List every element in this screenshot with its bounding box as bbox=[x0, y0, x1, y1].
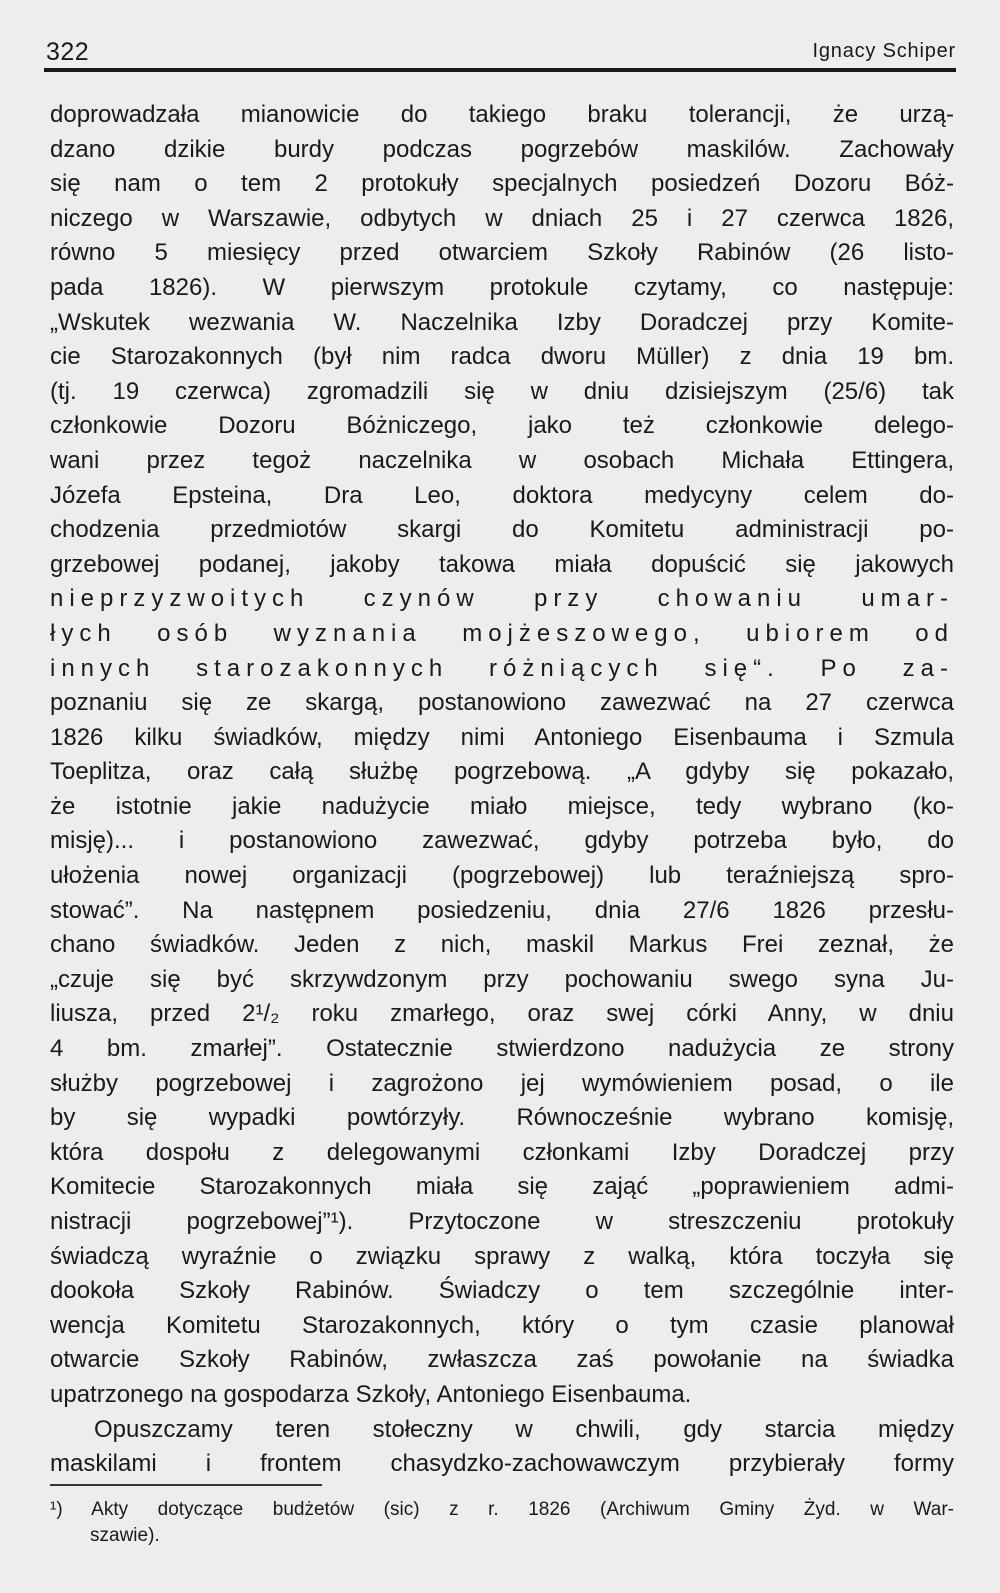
text-line: (tj. 19 czerwca) zgromadzili się w dniu dzisiejszym (25/6) tak bbox=[50, 377, 954, 405]
text-line: chano świadków. Jeden z nich, maskil Markus Frei zeznał, że bbox=[50, 931, 954, 959]
text-line: ułożenia nowej organizacji (pogrzebowej) lub teraźniejszą spro- bbox=[50, 862, 954, 890]
text-line: innych starozakonnych różniących się“. Po za- bbox=[50, 654, 954, 682]
text-line: niczego w Warszawie, odbytych w dniach 25 i 27 czerwca 1826, bbox=[50, 204, 954, 232]
text-line: doprowadzała mianowicie do takiego braku tolerancji, że urzą- bbox=[50, 101, 954, 128]
page-number: 322 bbox=[46, 38, 90, 66]
text-line: maskilami i frontem chasydzko-zachowawczym przybierały formy bbox=[50, 1450, 954, 1478]
text-line: Józefa Epsteina, Dra Leo, doktora medycyny celem do- bbox=[50, 481, 954, 509]
text-line: się nam o tem 2 protokuły specjalnych posiedzeń Dozoru Bóż- bbox=[50, 170, 954, 198]
text-line: wani przez tegoż naczelnika w osobach Michała Ettingera, bbox=[50, 446, 954, 474]
text-line: nistracji pogrzebowej”¹). Przytoczone w streszczeniu protokuły bbox=[50, 1208, 954, 1235]
text-line: wencja Komitetu Starozakonnych, który o tym czasie planował bbox=[50, 1311, 954, 1339]
text-line: Komitecie Starozakonnych miała się zająć „poprawieniem admi- bbox=[50, 1173, 954, 1201]
text-line: misję)... i postanowiono zawezwać, gdyby potrzeba było, do bbox=[50, 827, 954, 855]
text-line: Toeplitza, oraz całą służbę pogrzebową. „A gdyby się pokazało, bbox=[50, 758, 954, 786]
text-line: członkowie Dozoru Bóżniczego, jako też członkowie delego- bbox=[50, 412, 954, 440]
text-line: 4 bm. zmarłej”. Ostatecznie stwierdzono nadużycia ze strony bbox=[50, 1035, 954, 1063]
text-line: „Wskutek wezwania W. Naczelnika Izby Doradczej przy Komite- bbox=[50, 308, 954, 336]
footnote-rule bbox=[50, 1484, 322, 1486]
text-line: dzano dzikie burdy podczas pogrzebów maskilów. Zachowały bbox=[50, 135, 954, 163]
text-line: nieprzyzwoitych czynów przy chowaniu umar- bbox=[50, 585, 954, 613]
text-line: cie Starozakonnych (był nim radca dworu Müller) z dnia 19 bm. bbox=[50, 343, 954, 371]
text-line: która dospołu z delegowanymi członkami Izby Doradczej przy bbox=[50, 1138, 954, 1166]
running-head: Ignacy Schiper bbox=[812, 40, 956, 62]
text-line: otwarcie Szkoły Rabinów, zwłaszcza zaś powołanie na świadka bbox=[50, 1346, 954, 1374]
text-line: by się wypadki powtórzyły. Równocześnie wybrano komisję, bbox=[50, 1104, 954, 1132]
footnote-line: ¹) Akty dotyczące budżetów (sic) z r. 1826 (Archiwum Gminy Żyd. w War- bbox=[50, 1499, 954, 1520]
text-line: chodzenia przedmiotów skargi do Komitetu administracji po- bbox=[50, 516, 954, 544]
text-line: świadczą wyraźnie o związku sprawy z walką, która toczyła się bbox=[50, 1242, 954, 1270]
text-line: równo 5 miesięcy przed otwarciem Szkoły Rabinów (26 listo- bbox=[50, 239, 954, 267]
text-line: służby pogrzebowej i zagrożono jej wymówieniem posad, o ile bbox=[50, 1069, 954, 1097]
text-line: poznaniu się ze skargą, postanowiono zawezwać na 27 czerwca bbox=[50, 689, 954, 717]
text-line: łych osób wyznania mojżeszowego, ubiorem od bbox=[50, 619, 954, 647]
footnote-line: szawie). bbox=[90, 1525, 160, 1546]
header-rule bbox=[44, 68, 956, 72]
text-line: dookoła Szkoły Rabinów. Świadczy o tem szczególnie inter- bbox=[50, 1277, 954, 1305]
text-line: Opuszczamy teren stołeczny w chwili, gdy starcia między bbox=[94, 1415, 954, 1443]
text-line: upatrzonego na gospodarza Szkoły, Antoniego Eisenbauma. bbox=[50, 1380, 692, 1408]
text-line: stować”. Na następnem posiedzeniu, dnia 27/6 1826 przesłu- bbox=[50, 896, 954, 924]
text-line: grzebowej podanej, jakoby takowa miała dopuścić się jakowych bbox=[50, 550, 954, 578]
text-line: liusza, przed 2¹/₂ roku zmarłego, oraz swej córki Anny, w dniu bbox=[50, 1000, 954, 1028]
text-line: „czuje się być skrzywdzonym przy pochowaniu swego syna Ju- bbox=[50, 965, 954, 993]
body-text bbox=[50, 98, 954, 1482]
page-header bbox=[44, 36, 956, 66]
text-line: 1826 kilku świadków, między nimi Antoniego Eisenbauma i Szmula bbox=[50, 723, 954, 751]
text-line: pada 1826). W pierwszym protokule czytamy, co następuje: bbox=[50, 273, 954, 301]
text-line: że istotnie jakie nadużycie miało miejsce, tedy wybrano (ko- bbox=[50, 792, 954, 820]
footnote bbox=[50, 1497, 954, 1549]
